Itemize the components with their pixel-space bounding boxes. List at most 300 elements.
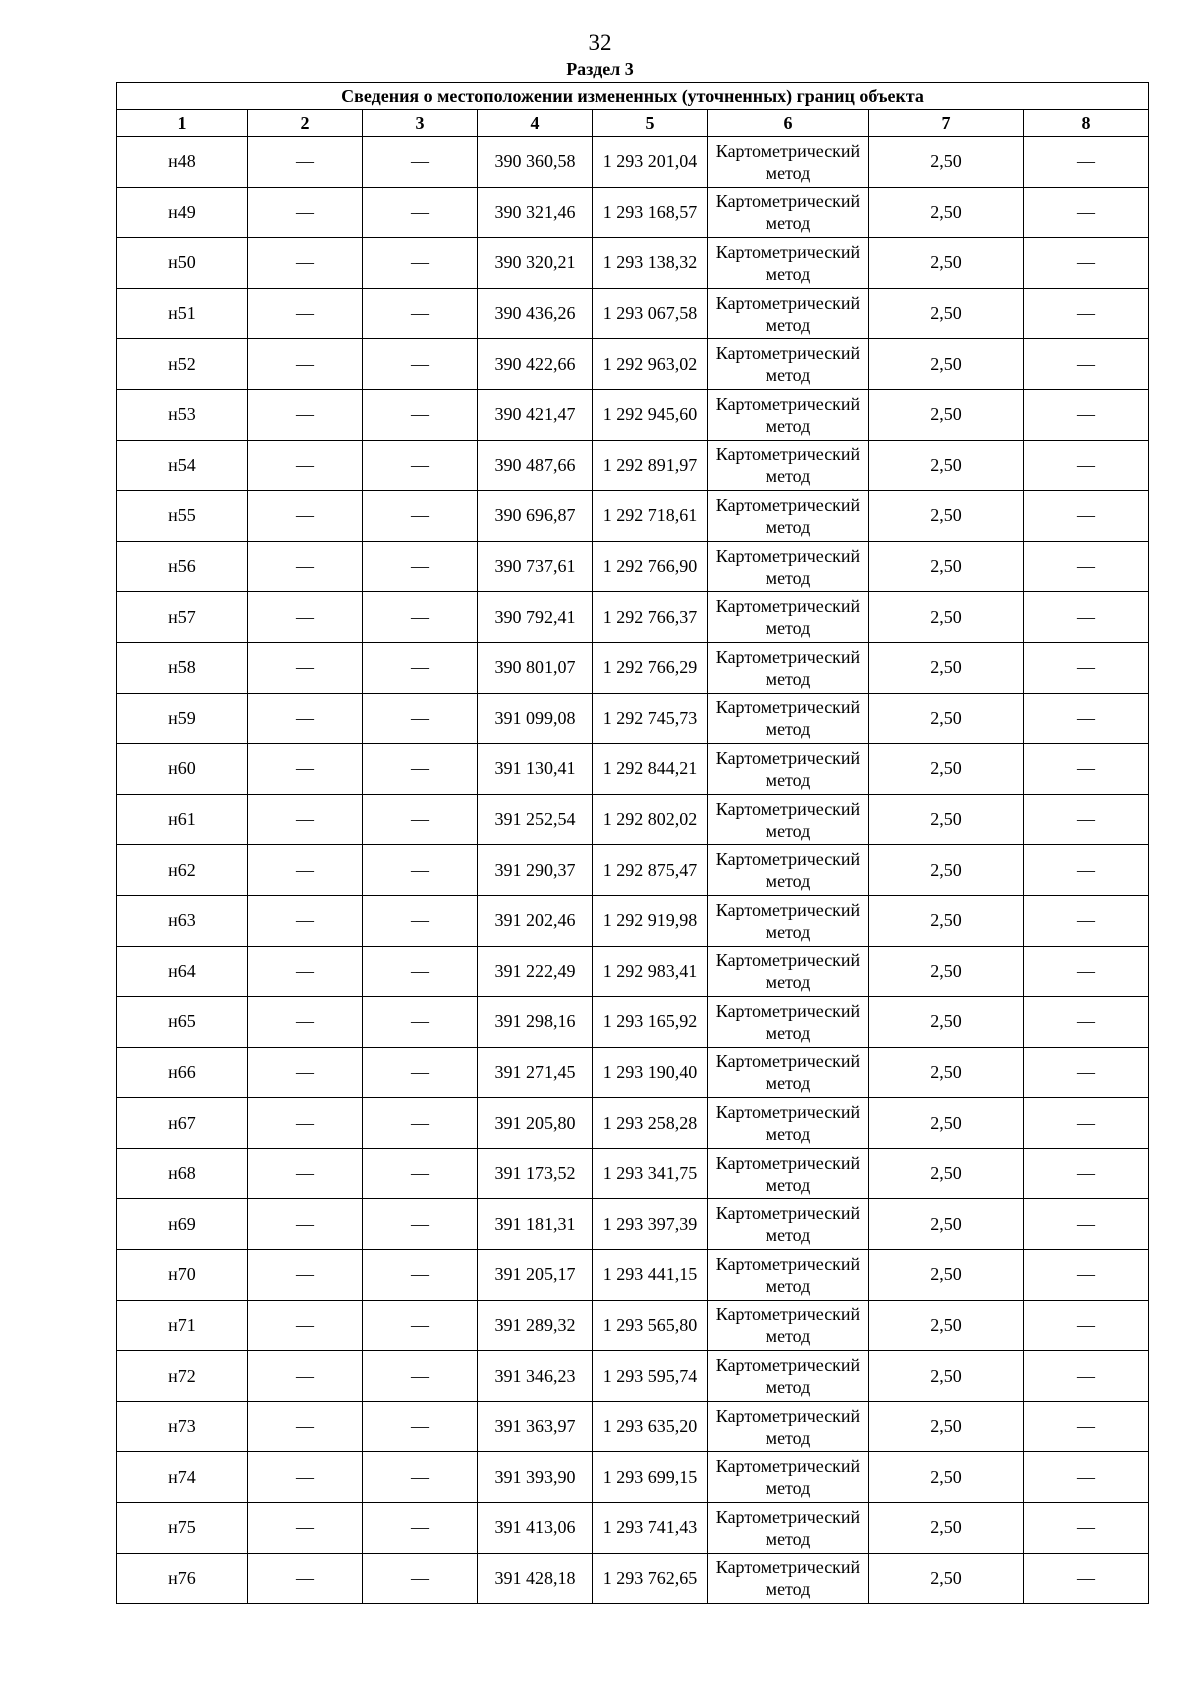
method-text: Картометрический метод bbox=[715, 798, 861, 841]
point-cell: н67 bbox=[117, 1098, 248, 1149]
column-3-cell: — bbox=[363, 541, 478, 592]
column-3-cell: — bbox=[363, 642, 478, 693]
table-row bbox=[117, 592, 1149, 643]
x-coordinate-cell: 390 421,47 bbox=[478, 389, 593, 440]
table-row bbox=[117, 389, 1149, 440]
table-row bbox=[117, 1300, 1149, 1351]
point-cell: н62 bbox=[117, 845, 248, 896]
point-cell: н48 bbox=[117, 137, 248, 188]
y-coordinate-cell: 1 293 595,74 bbox=[593, 1351, 708, 1402]
accuracy-cell: 2,50 bbox=[869, 1199, 1024, 1250]
x-coordinate-cell: 391 271,45 bbox=[478, 1047, 593, 1098]
point-cell: н55 bbox=[117, 491, 248, 542]
y-coordinate-cell: 1 292 718,61 bbox=[593, 491, 708, 542]
accuracy-cell: 2,50 bbox=[869, 744, 1024, 795]
method-cell bbox=[708, 1452, 869, 1503]
point-cell: н58 bbox=[117, 642, 248, 693]
column-8-cell: — bbox=[1024, 288, 1149, 339]
column-2-cell: — bbox=[248, 642, 363, 693]
point-cell: н56 bbox=[117, 541, 248, 592]
method-text: Картометрический метод bbox=[715, 1557, 861, 1600]
column-number-8: 8 bbox=[1024, 110, 1149, 137]
method-text: Картометрический метод bbox=[715, 1051, 861, 1094]
table-row bbox=[117, 1553, 1149, 1604]
accuracy-cell: 2,50 bbox=[869, 339, 1024, 390]
column-2-cell: — bbox=[248, 389, 363, 440]
point-cell: н49 bbox=[117, 187, 248, 238]
column-8-cell: — bbox=[1024, 440, 1149, 491]
x-coordinate-cell: 391 413,06 bbox=[478, 1503, 593, 1554]
method-text: Картометрический метод bbox=[715, 1253, 861, 1296]
column-8-cell: — bbox=[1024, 339, 1149, 390]
table-row bbox=[117, 187, 1149, 238]
table-row bbox=[117, 137, 1149, 188]
column-2-cell: — bbox=[248, 895, 363, 946]
column-2-cell: — bbox=[248, 1148, 363, 1199]
y-coordinate-cell: 1 293 168,57 bbox=[593, 187, 708, 238]
column-2-cell: — bbox=[248, 1250, 363, 1301]
column-8-cell: — bbox=[1024, 389, 1149, 440]
y-coordinate-cell: 1 293 565,80 bbox=[593, 1300, 708, 1351]
x-coordinate-cell: 391 205,80 bbox=[478, 1098, 593, 1149]
y-coordinate-cell: 1 293 190,40 bbox=[593, 1047, 708, 1098]
accuracy-cell: 2,50 bbox=[869, 794, 1024, 845]
method-cell bbox=[708, 642, 869, 693]
accuracy-cell: 2,50 bbox=[869, 137, 1024, 188]
method-text: Картометрический метод bbox=[715, 1506, 861, 1549]
y-coordinate-cell: 1 293 762,65 bbox=[593, 1553, 708, 1604]
column-3-cell: — bbox=[363, 440, 478, 491]
method-text: Картометрический метод bbox=[715, 1405, 861, 1448]
table-row bbox=[117, 997, 1149, 1048]
method-text: Картометрический метод bbox=[715, 1456, 861, 1499]
y-coordinate-cell: 1 293 165,92 bbox=[593, 997, 708, 1048]
y-coordinate-cell: 1 292 766,29 bbox=[593, 642, 708, 693]
column-3-cell: — bbox=[363, 845, 478, 896]
x-coordinate-cell: 390 321,46 bbox=[478, 187, 593, 238]
column-3-cell: — bbox=[363, 1553, 478, 1604]
column-8-cell: — bbox=[1024, 744, 1149, 795]
column-2-cell: — bbox=[248, 693, 363, 744]
column-number-1: 1 bbox=[117, 110, 248, 137]
column-number-3: 3 bbox=[363, 110, 478, 137]
point-cell: н52 bbox=[117, 339, 248, 390]
column-2-cell: — bbox=[248, 288, 363, 339]
x-coordinate-cell: 390 320,21 bbox=[478, 238, 593, 289]
x-coordinate-cell: 391 289,32 bbox=[478, 1300, 593, 1351]
accuracy-cell: 2,50 bbox=[869, 1553, 1024, 1604]
method-text: Картометрический метод bbox=[715, 444, 861, 487]
accuracy-cell: 2,50 bbox=[869, 389, 1024, 440]
x-coordinate-cell: 391 205,17 bbox=[478, 1250, 593, 1301]
point-cell: н69 bbox=[117, 1199, 248, 1250]
x-coordinate-cell: 391 130,41 bbox=[478, 744, 593, 795]
y-coordinate-cell: 1 293 258,28 bbox=[593, 1098, 708, 1149]
method-cell bbox=[708, 137, 869, 188]
point-cell: н65 bbox=[117, 997, 248, 1048]
column-number-7: 7 bbox=[869, 110, 1024, 137]
column-2-cell: — bbox=[248, 1300, 363, 1351]
method-text: Картометрический метод bbox=[715, 545, 861, 588]
point-cell: н60 bbox=[117, 744, 248, 795]
column-3-cell: — bbox=[363, 238, 478, 289]
accuracy-cell: 2,50 bbox=[869, 1503, 1024, 1554]
method-text: Картометрический метод bbox=[715, 646, 861, 689]
accuracy-cell: 2,50 bbox=[869, 1452, 1024, 1503]
method-cell bbox=[708, 1553, 869, 1604]
column-8-cell: — bbox=[1024, 1300, 1149, 1351]
method-text: Картометрический метод bbox=[715, 241, 861, 284]
table-row bbox=[117, 642, 1149, 693]
x-coordinate-cell: 391 393,90 bbox=[478, 1452, 593, 1503]
column-2-cell: — bbox=[248, 1098, 363, 1149]
method-text: Картометрический метод bbox=[715, 747, 861, 790]
accuracy-cell: 2,50 bbox=[869, 1047, 1024, 1098]
column-3-cell: — bbox=[363, 1452, 478, 1503]
column-8-cell: — bbox=[1024, 187, 1149, 238]
column-3-cell: — bbox=[363, 744, 478, 795]
x-coordinate-cell: 391 202,46 bbox=[478, 895, 593, 946]
y-coordinate-cell: 1 293 341,75 bbox=[593, 1148, 708, 1199]
table-row bbox=[117, 1452, 1149, 1503]
table-row bbox=[117, 1199, 1149, 1250]
accuracy-cell: 2,50 bbox=[869, 440, 1024, 491]
point-cell: н70 bbox=[117, 1250, 248, 1301]
point-cell: н66 bbox=[117, 1047, 248, 1098]
y-coordinate-cell: 1 293 067,58 bbox=[593, 288, 708, 339]
point-cell: н53 bbox=[117, 389, 248, 440]
point-cell: н51 bbox=[117, 288, 248, 339]
column-8-cell: — bbox=[1024, 1199, 1149, 1250]
column-2-cell: — bbox=[248, 1047, 363, 1098]
method-text: Картометрический метод bbox=[715, 1152, 861, 1195]
method-text: Картометрический метод bbox=[715, 596, 861, 639]
y-coordinate-cell: 1 293 635,20 bbox=[593, 1401, 708, 1452]
method-text: Картометрический метод bbox=[715, 393, 861, 436]
column-3-cell: — bbox=[363, 288, 478, 339]
column-3-cell: — bbox=[363, 1047, 478, 1098]
y-coordinate-cell: 1 292 983,41 bbox=[593, 946, 708, 997]
y-coordinate-cell: 1 293 397,39 bbox=[593, 1199, 708, 1250]
column-8-cell: — bbox=[1024, 1401, 1149, 1452]
method-text: Картометрический метод bbox=[715, 1304, 861, 1347]
column-8-cell: — bbox=[1024, 1351, 1149, 1402]
method-cell bbox=[708, 389, 869, 440]
column-8-cell: — bbox=[1024, 1250, 1149, 1301]
table-row bbox=[117, 946, 1149, 997]
column-2-cell: — bbox=[248, 541, 363, 592]
page-number: 32 bbox=[588, 30, 612, 55]
column-number-row bbox=[117, 110, 1149, 137]
x-coordinate-cell: 391 428,18 bbox=[478, 1553, 593, 1604]
method-cell bbox=[708, 1250, 869, 1301]
x-coordinate-cell: 390 436,26 bbox=[478, 288, 593, 339]
method-cell bbox=[708, 1148, 869, 1199]
column-3-cell: — bbox=[363, 1300, 478, 1351]
accuracy-cell: 2,50 bbox=[869, 895, 1024, 946]
column-8-cell: — bbox=[1024, 592, 1149, 643]
method-cell bbox=[708, 946, 869, 997]
accuracy-cell: 2,50 bbox=[869, 997, 1024, 1048]
point-cell: н75 bbox=[117, 1503, 248, 1554]
y-coordinate-cell: 1 292 945,60 bbox=[593, 389, 708, 440]
column-3-cell: — bbox=[363, 693, 478, 744]
table-row bbox=[117, 440, 1149, 491]
column-3-cell: — bbox=[363, 1199, 478, 1250]
column-2-cell: — bbox=[248, 744, 363, 795]
table-row bbox=[117, 1401, 1149, 1452]
y-coordinate-cell: 1 293 741,43 bbox=[593, 1503, 708, 1554]
accuracy-cell: 2,50 bbox=[869, 1250, 1024, 1301]
y-coordinate-cell: 1 293 138,32 bbox=[593, 238, 708, 289]
y-coordinate-cell: 1 293 441,15 bbox=[593, 1250, 708, 1301]
table-row bbox=[117, 794, 1149, 845]
column-number-5: 5 bbox=[593, 110, 708, 137]
column-3-cell: — bbox=[363, 1401, 478, 1452]
method-cell bbox=[708, 1351, 869, 1402]
accuracy-cell: 2,50 bbox=[869, 1351, 1024, 1402]
column-8-cell: — bbox=[1024, 1098, 1149, 1149]
point-cell: н72 bbox=[117, 1351, 248, 1402]
accuracy-cell: 2,50 bbox=[869, 845, 1024, 896]
column-number-6: 6 bbox=[708, 110, 869, 137]
y-coordinate-cell: 1 293 699,15 bbox=[593, 1452, 708, 1503]
column-8-cell: — bbox=[1024, 1452, 1149, 1503]
point-cell: н63 bbox=[117, 895, 248, 946]
y-coordinate-cell: 1 292 766,37 bbox=[593, 592, 708, 643]
column-8-cell: — bbox=[1024, 693, 1149, 744]
accuracy-cell: 2,50 bbox=[869, 1401, 1024, 1452]
point-cell: н61 bbox=[117, 794, 248, 845]
column-2-cell: — bbox=[248, 592, 363, 643]
method-cell bbox=[708, 895, 869, 946]
y-coordinate-cell: 1 292 766,90 bbox=[593, 541, 708, 592]
column-8-cell: — bbox=[1024, 1553, 1149, 1604]
coordinates-table bbox=[116, 82, 1149, 1604]
table-caption: Сведения о местоположении измененных (уточненных) границ объекта bbox=[117, 83, 1149, 110]
column-3-cell: — bbox=[363, 389, 478, 440]
point-cell: н59 bbox=[117, 693, 248, 744]
method-text: Картометрический метод bbox=[715, 950, 861, 993]
table-row bbox=[117, 1148, 1149, 1199]
column-3-cell: — bbox=[363, 946, 478, 997]
column-3-cell: — bbox=[363, 137, 478, 188]
method-cell bbox=[708, 238, 869, 289]
method-cell bbox=[708, 997, 869, 1048]
method-cell bbox=[708, 1300, 869, 1351]
column-3-cell: — bbox=[363, 1503, 478, 1554]
column-8-cell: — bbox=[1024, 642, 1149, 693]
column-8-cell: — bbox=[1024, 946, 1149, 997]
table-row bbox=[117, 288, 1149, 339]
y-coordinate-cell: 1 292 891,97 bbox=[593, 440, 708, 491]
column-number-4: 4 bbox=[478, 110, 593, 137]
column-3-cell: — bbox=[363, 1250, 478, 1301]
y-coordinate-cell: 1 293 201,04 bbox=[593, 137, 708, 188]
method-cell bbox=[708, 491, 869, 542]
accuracy-cell: 2,50 bbox=[869, 541, 1024, 592]
table-row bbox=[117, 1098, 1149, 1149]
method-cell bbox=[708, 794, 869, 845]
column-2-cell: — bbox=[248, 997, 363, 1048]
x-coordinate-cell: 391 290,37 bbox=[478, 845, 593, 896]
method-text: Картометрический метод bbox=[715, 343, 861, 386]
x-coordinate-cell: 390 801,07 bbox=[478, 642, 593, 693]
y-coordinate-cell: 1 292 844,21 bbox=[593, 744, 708, 795]
method-text: Картометрический метод bbox=[715, 899, 861, 942]
x-coordinate-cell: 391 363,97 bbox=[478, 1401, 593, 1452]
x-coordinate-cell: 391 222,49 bbox=[478, 946, 593, 997]
method-text: Картометрический метод bbox=[715, 1102, 861, 1145]
column-8-cell: — bbox=[1024, 997, 1149, 1048]
column-8-cell: — bbox=[1024, 1047, 1149, 1098]
x-coordinate-cell: 390 487,66 bbox=[478, 440, 593, 491]
x-coordinate-cell: 391 181,31 bbox=[478, 1199, 593, 1250]
column-2-cell: — bbox=[248, 946, 363, 997]
column-3-cell: — bbox=[363, 1148, 478, 1199]
method-cell bbox=[708, 1401, 869, 1452]
column-2-cell: — bbox=[248, 1199, 363, 1250]
method-text: Картометрический метод bbox=[715, 140, 861, 183]
method-cell bbox=[708, 339, 869, 390]
point-cell: н74 bbox=[117, 1452, 248, 1503]
section-title: Раздел 3 bbox=[566, 59, 634, 79]
y-coordinate-cell: 1 292 802,02 bbox=[593, 794, 708, 845]
point-cell: н76 bbox=[117, 1553, 248, 1604]
column-2-cell: — bbox=[248, 137, 363, 188]
table-row bbox=[117, 1503, 1149, 1554]
method-cell bbox=[708, 1098, 869, 1149]
method-cell bbox=[708, 845, 869, 896]
method-cell bbox=[708, 288, 869, 339]
table-body bbox=[117, 137, 1149, 1604]
column-8-cell: — bbox=[1024, 541, 1149, 592]
point-cell: н68 bbox=[117, 1148, 248, 1199]
column-2-cell: — bbox=[248, 187, 363, 238]
x-coordinate-cell: 390 696,87 bbox=[478, 491, 593, 542]
x-coordinate-cell: 391 099,08 bbox=[478, 693, 593, 744]
column-8-cell: — bbox=[1024, 238, 1149, 289]
table-row bbox=[117, 845, 1149, 896]
method-text: Картометрический метод bbox=[715, 494, 861, 537]
column-3-cell: — bbox=[363, 1098, 478, 1149]
method-text: Картометрический метод bbox=[715, 1203, 861, 1246]
accuracy-cell: 2,50 bbox=[869, 187, 1024, 238]
table-row bbox=[117, 339, 1149, 390]
x-coordinate-cell: 390 792,41 bbox=[478, 592, 593, 643]
column-3-cell: — bbox=[363, 339, 478, 390]
column-3-cell: — bbox=[363, 794, 478, 845]
point-cell: н54 bbox=[117, 440, 248, 491]
column-8-cell: — bbox=[1024, 845, 1149, 896]
column-8-cell: — bbox=[1024, 137, 1149, 188]
column-2-cell: — bbox=[248, 1351, 363, 1402]
accuracy-cell: 2,50 bbox=[869, 642, 1024, 693]
method-text: Картометрический метод bbox=[715, 191, 861, 234]
method-cell bbox=[708, 1503, 869, 1554]
method-text: Картометрический метод bbox=[715, 292, 861, 335]
column-8-cell: — bbox=[1024, 491, 1149, 542]
accuracy-cell: 2,50 bbox=[869, 238, 1024, 289]
column-8-cell: — bbox=[1024, 895, 1149, 946]
method-cell bbox=[708, 1047, 869, 1098]
method-text: Картометрический метод bbox=[715, 1355, 861, 1398]
accuracy-cell: 2,50 bbox=[869, 491, 1024, 542]
table-row bbox=[117, 744, 1149, 795]
column-2-cell: — bbox=[248, 491, 363, 542]
method-text: Картометрический метод bbox=[715, 849, 861, 892]
column-2-cell: — bbox=[248, 1401, 363, 1452]
x-coordinate-cell: 390 422,66 bbox=[478, 339, 593, 390]
method-cell bbox=[708, 187, 869, 238]
column-8-cell: — bbox=[1024, 1503, 1149, 1554]
column-3-cell: — bbox=[363, 997, 478, 1048]
point-cell: н57 bbox=[117, 592, 248, 643]
method-text: Картометрический метод bbox=[715, 697, 861, 740]
column-8-cell: — bbox=[1024, 1148, 1149, 1199]
table-row bbox=[117, 693, 1149, 744]
table-row bbox=[117, 1047, 1149, 1098]
column-3-cell: — bbox=[363, 592, 478, 643]
point-cell: н71 bbox=[117, 1300, 248, 1351]
column-2-cell: — bbox=[248, 440, 363, 491]
column-2-cell: — bbox=[248, 794, 363, 845]
method-cell bbox=[708, 693, 869, 744]
table-row bbox=[117, 1250, 1149, 1301]
column-3-cell: — bbox=[363, 491, 478, 542]
column-2-cell: — bbox=[248, 339, 363, 390]
method-cell bbox=[708, 541, 869, 592]
accuracy-cell: 2,50 bbox=[869, 693, 1024, 744]
point-cell: н73 bbox=[117, 1401, 248, 1452]
y-coordinate-cell: 1 292 875,47 bbox=[593, 845, 708, 896]
accuracy-cell: 2,50 bbox=[869, 592, 1024, 643]
point-cell: н50 bbox=[117, 238, 248, 289]
method-text: Картометрический метод bbox=[715, 1000, 861, 1043]
accuracy-cell: 2,50 bbox=[869, 288, 1024, 339]
column-2-cell: — bbox=[248, 238, 363, 289]
x-coordinate-cell: 391 252,54 bbox=[478, 794, 593, 845]
method-cell bbox=[708, 440, 869, 491]
y-coordinate-cell: 1 292 745,73 bbox=[593, 693, 708, 744]
x-coordinate-cell: 391 173,52 bbox=[478, 1148, 593, 1199]
y-coordinate-cell: 1 292 919,98 bbox=[593, 895, 708, 946]
method-cell bbox=[708, 744, 869, 795]
column-2-cell: — bbox=[248, 845, 363, 896]
table-row bbox=[117, 541, 1149, 592]
x-coordinate-cell: 391 298,16 bbox=[478, 997, 593, 1048]
accuracy-cell: 2,50 bbox=[869, 1148, 1024, 1199]
accuracy-cell: 2,50 bbox=[869, 1098, 1024, 1149]
table-row bbox=[117, 895, 1149, 946]
method-cell bbox=[708, 1199, 869, 1250]
point-cell: н64 bbox=[117, 946, 248, 997]
accuracy-cell: 2,50 bbox=[869, 946, 1024, 997]
column-3-cell: — bbox=[363, 1351, 478, 1402]
table-row bbox=[117, 491, 1149, 542]
column-2-cell: — bbox=[248, 1503, 363, 1554]
column-3-cell: — bbox=[363, 187, 478, 238]
x-coordinate-cell: 390 360,58 bbox=[478, 137, 593, 188]
y-coordinate-cell: 1 292 963,02 bbox=[593, 339, 708, 390]
table-row bbox=[117, 1351, 1149, 1402]
column-3-cell: — bbox=[363, 895, 478, 946]
method-cell bbox=[708, 592, 869, 643]
accuracy-cell: 2,50 bbox=[869, 1300, 1024, 1351]
column-2-cell: — bbox=[248, 1553, 363, 1604]
column-8-cell: — bbox=[1024, 794, 1149, 845]
x-coordinate-cell: 391 346,23 bbox=[478, 1351, 593, 1402]
